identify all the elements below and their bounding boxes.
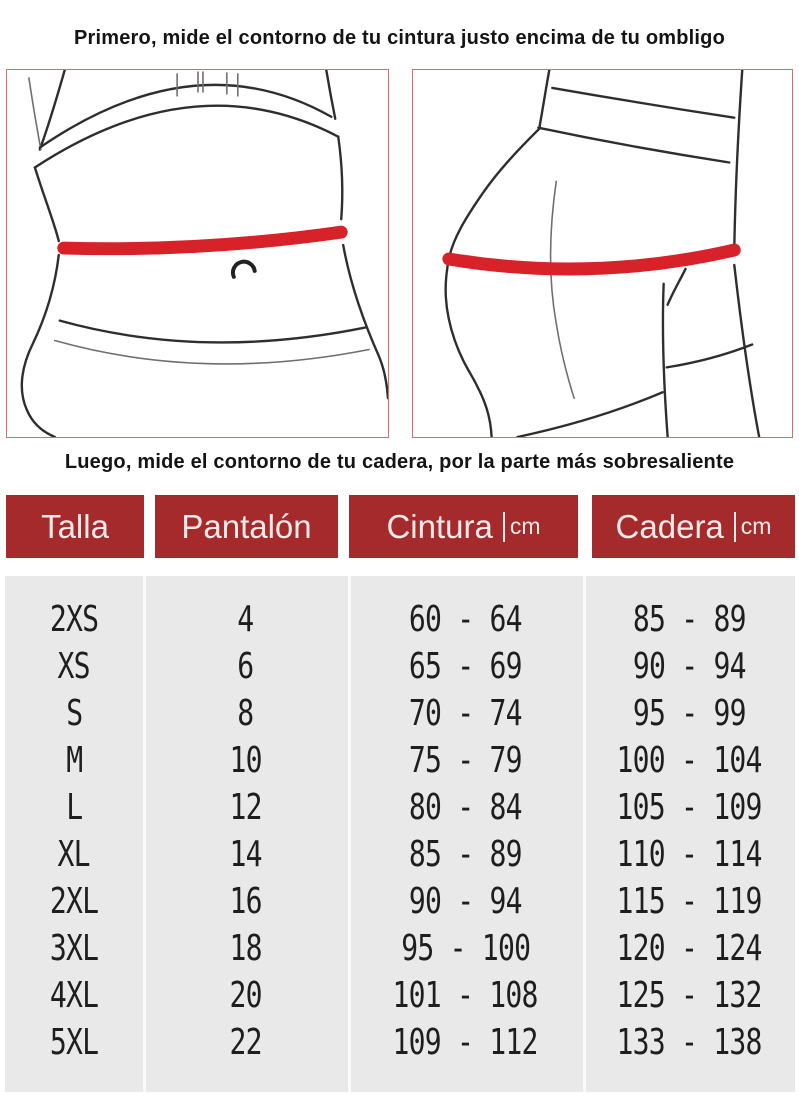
waist-cell: 101 - 108 [392,974,539,1016]
hip-cell: 120 - 124 [616,927,762,969]
size-cell: S [65,692,83,734]
header-talla [6,495,144,558]
hip-illustration-box [412,69,793,438]
size-cell: M [65,739,83,781]
waist-cell: 95 - 100 [400,927,530,969]
unit-cm: cm [503,512,541,542]
waist-cell: 80 - 84 [409,786,522,828]
size-cell: 3XL [49,927,99,969]
hip-cell: 125 - 132 [616,974,762,1016]
pant-cell: 8 [237,692,254,734]
pant-cell: 14 [229,833,262,875]
hip-cell: 105 - 109 [616,786,762,828]
size-cell: 2XL [49,880,99,922]
hip-measure-band [449,250,734,269]
hip-side-illustration [413,70,792,437]
header-cintura [349,495,578,558]
instruction-hip: Luego, mide el contorno de tu cadera, por la parte más sobresaliente [64,451,735,473]
unit-cm: cm [734,512,772,542]
table-row [5,596,795,643]
pant-cell: 16 [229,880,262,922]
waist-cell: 90 - 94 [409,880,522,922]
hip-cell: 110 - 114 [616,833,762,875]
hip-cell: 133 - 138 [616,1021,762,1063]
unit-divider-bar [734,512,736,542]
instruction-waist: Primero, mide el contorno de tu cintura justo encima de tu ombligo [73,27,726,49]
table-row [5,972,795,1019]
table-row [5,878,795,925]
size-cell: L [65,786,83,828]
pant-cell: 22 [229,1021,262,1063]
hip-cell: 95 - 99 [632,692,746,734]
size-table [5,576,795,1092]
table-row [5,643,795,690]
header-label: Cadera [615,507,724,545]
header-label: Cintura [386,507,493,545]
table-row [5,831,795,878]
pant-cell: 4 [237,598,254,640]
unit-divider-bar [503,512,505,542]
hip-cell: 90 - 94 [632,645,746,687]
size-cell: XL [57,833,91,875]
header-label: Pantalón [181,507,312,545]
header-pantalon [155,495,338,558]
pant-cell: 10 [229,739,262,781]
size-cell: 4XL [49,974,99,1016]
pant-cell: 6 [237,645,254,687]
table-row [5,784,795,831]
pant-cell: 20 [229,974,262,1016]
size-cell: 5XL [49,1021,99,1063]
hip-cell: 100 - 104 [616,739,762,781]
table-row [5,925,795,972]
table-row [5,737,795,784]
size-cell: 2XS [49,598,99,640]
size-cell: XS [57,645,91,687]
waist-cell: 109 - 112 [392,1021,539,1063]
waist-cell: 70 - 74 [409,692,522,734]
hip-cell: 85 - 89 [632,598,746,640]
waist-measure-band [64,232,341,249]
waist-cell: 85 - 89 [409,833,522,875]
waist-cell: 75 - 79 [409,739,522,781]
pant-cell: 18 [229,927,262,969]
table-body [5,596,795,1066]
table-row [5,1019,795,1066]
table-row [5,690,795,737]
waist-cell: 60 - 64 [409,598,522,640]
header-label: Talla [41,507,109,545]
waist-illustration-box [6,69,389,438]
header-cadera [592,495,795,558]
pant-cell: 12 [229,786,262,828]
hip-cell: 115 - 119 [616,880,762,922]
waist-cell: 65 - 69 [409,645,522,687]
waist-front-illustration [7,70,388,437]
